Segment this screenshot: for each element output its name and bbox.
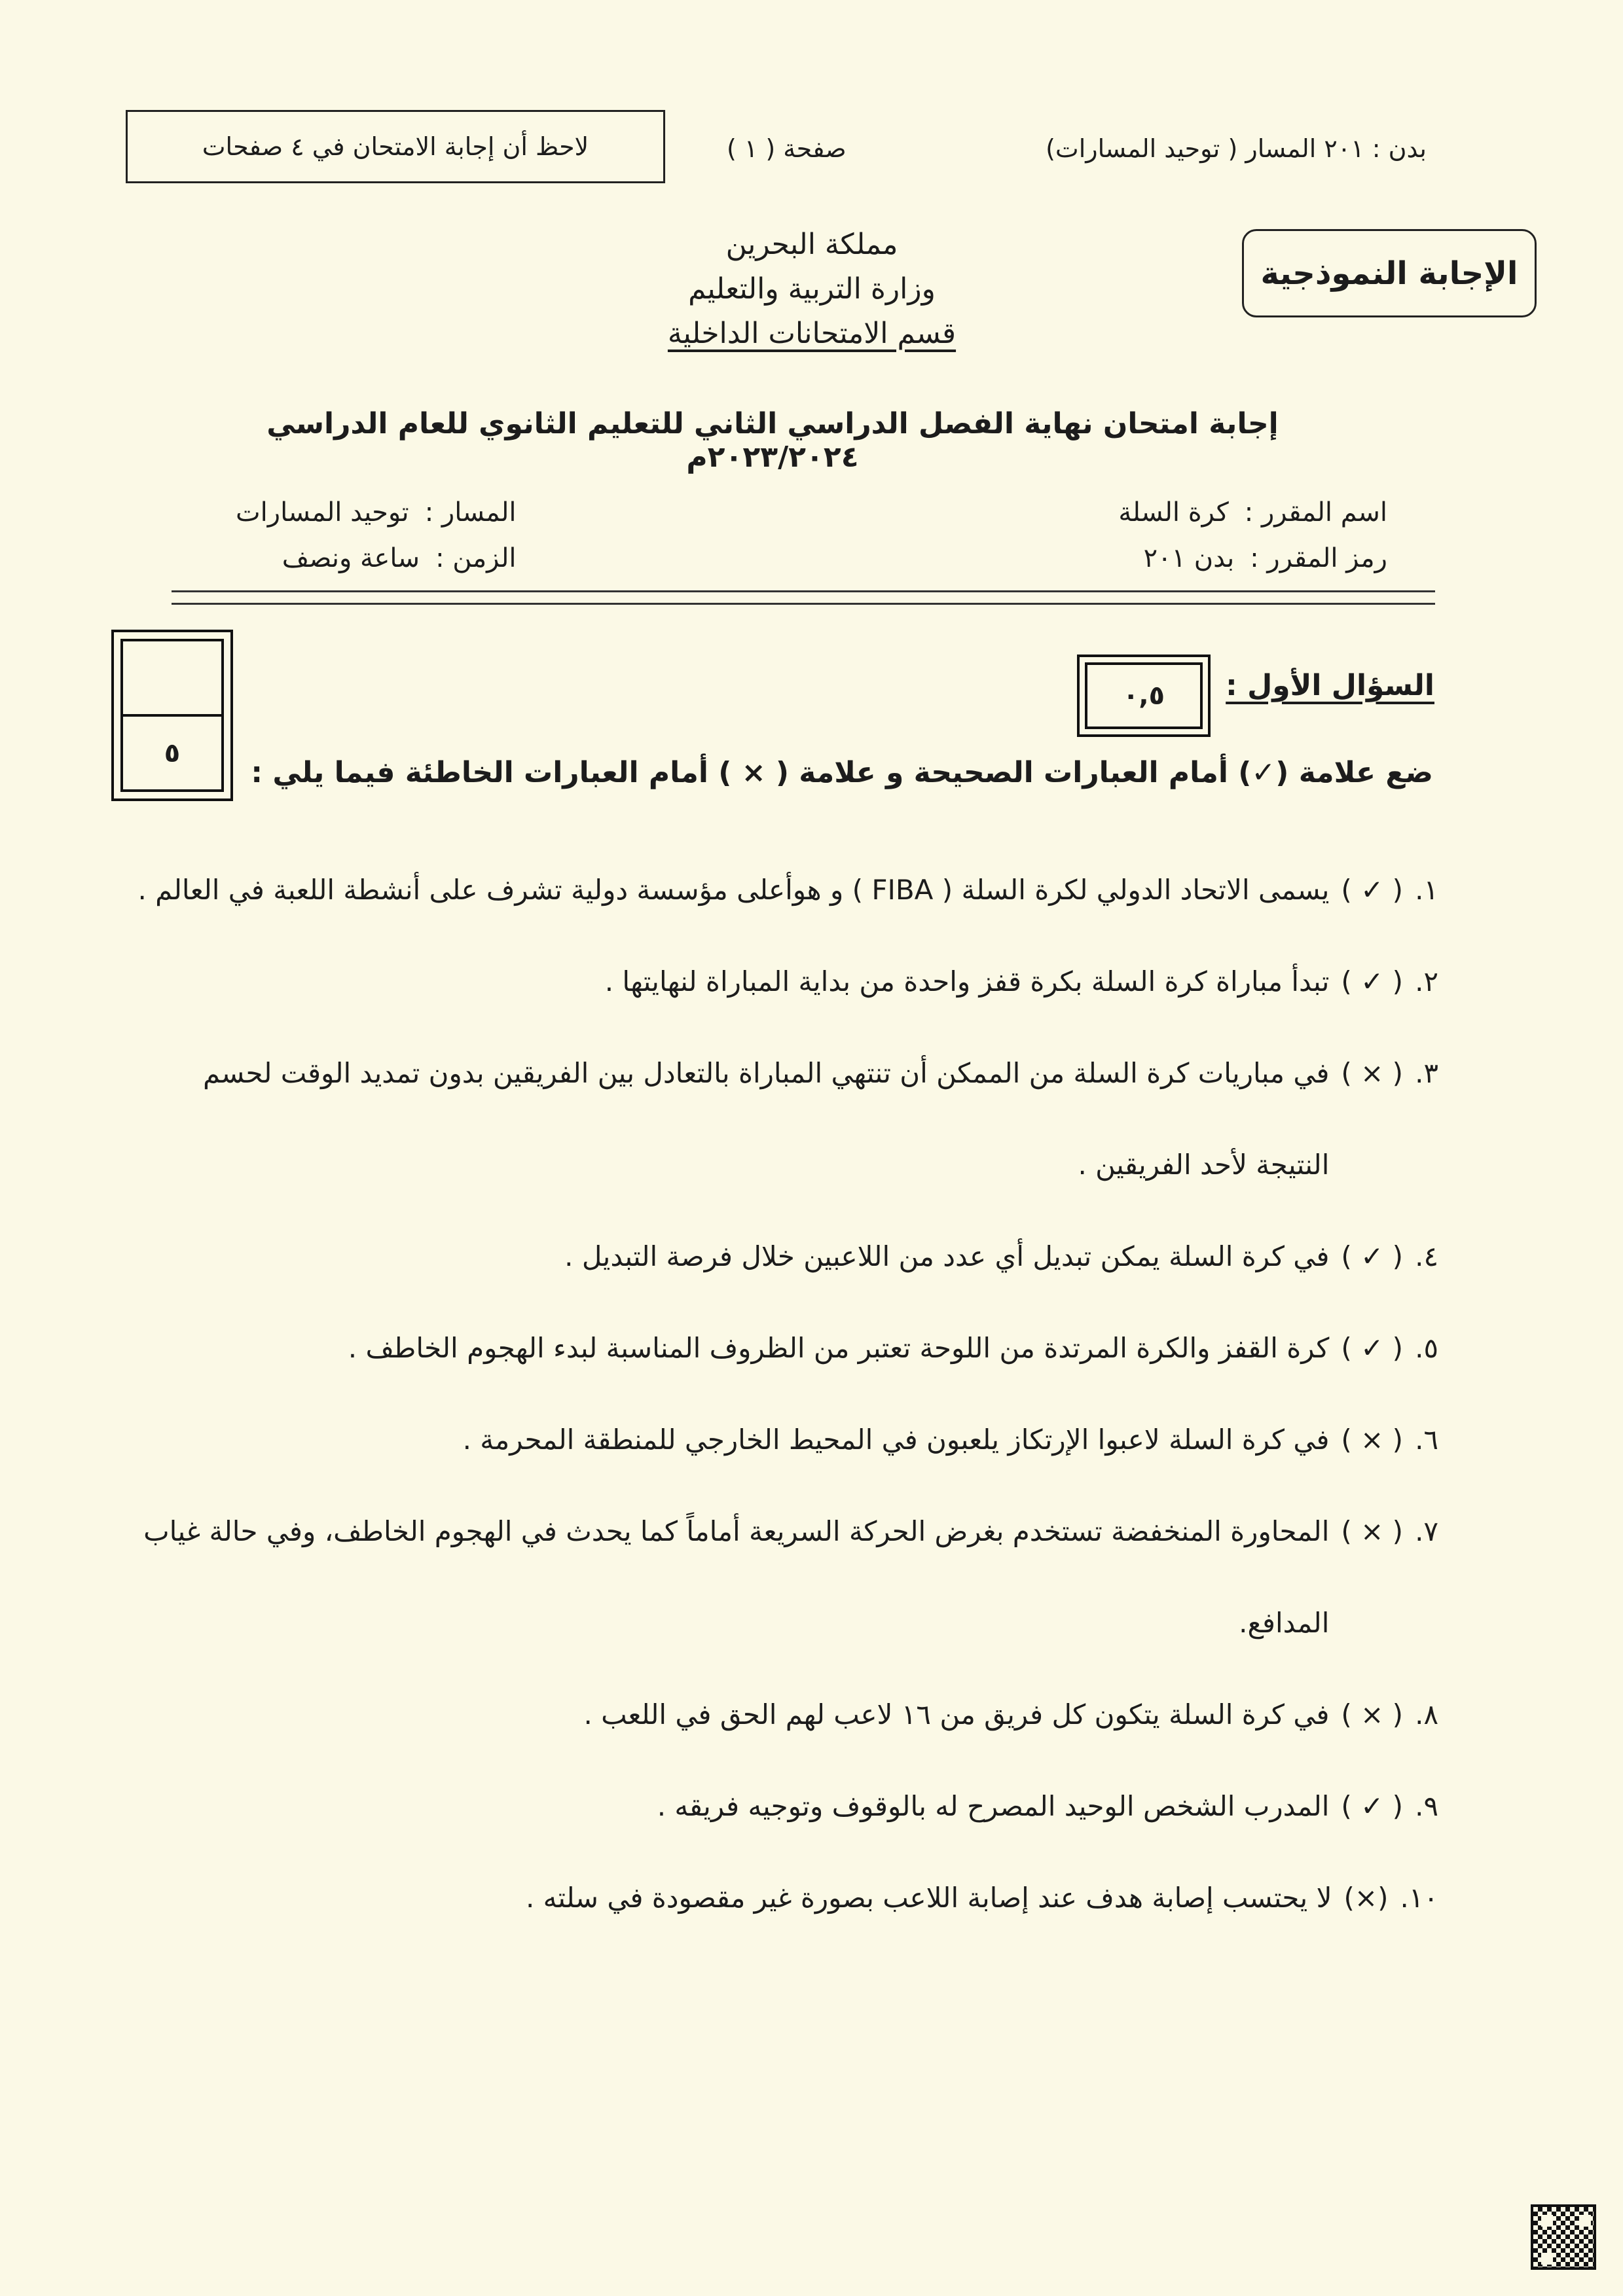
item-text: المحاورة المنخفضة تستخدم بغرض الحركة السريعة أماماً كما يحدث في الهجوم الخاطف، وفي حالة غياب المدافع. (143, 1515, 1330, 1639)
question-score-box (111, 630, 233, 801)
list-item (129, 1761, 1438, 1852)
item-number: ٥. (1415, 1332, 1438, 1364)
item-number: ٦. (1415, 1424, 1438, 1456)
item-text: في كرة السلة يمكن تبديل أي عدد من اللاعبين خلال فرصة التبديل . (564, 1240, 1330, 1272)
item-answer: ( × ) (1341, 1057, 1404, 1089)
list-item (129, 936, 1438, 1028)
course-name-label: اسم المقرر : (1244, 497, 1387, 528)
question-title: السؤال الأول : (1226, 669, 1434, 702)
item-answer: ( ✓ ) (1341, 1790, 1404, 1822)
list-item (129, 1028, 1438, 1211)
course-name-row (1118, 490, 1387, 535)
item-number: ٤. (1415, 1240, 1438, 1272)
model-answer-label: الإجابة النموذجية (1260, 255, 1518, 292)
item-text: المدرب الشخص الوحيد المصرح له بالوقوف وتوجيه فريقه . (657, 1790, 1330, 1822)
item-text: في كرة السلة يتكون كل فريق من ١٦ لاعب لهم الحق في اللعب . (583, 1698, 1330, 1731)
course-reference: بدن : ٢٠١ المسار ( توحيد المسارات) (1046, 134, 1427, 163)
list-item (129, 1486, 1438, 1669)
ministry-name: وزارة التربية والتعليم (688, 272, 936, 306)
item-number: ٢. (1415, 965, 1438, 997)
item-text: تبدأ مباراة كرة السلة بكرة قفز واحدة من بداية المباراة لنهايتها . (604, 965, 1330, 997)
item-mark-box (1077, 655, 1211, 737)
item-answer: (×) (1343, 1882, 1389, 1914)
time-label: الزمن : (435, 543, 517, 573)
track-row (236, 490, 517, 535)
list-item (129, 1302, 1438, 1394)
track-value: توحيد المسارات (236, 497, 409, 528)
course-name-value: كرة السلة (1118, 497, 1229, 528)
item-answer: ( × ) (1341, 1698, 1404, 1731)
time-value: ساعة ونصف (282, 543, 420, 573)
question-instruction: ضع علامة (✓) أمام العبارات الصحيحة و علامة ( × ) أمام العبارات الخاطئة فيما يلي : (251, 756, 1433, 789)
item-number: ٧. (1415, 1515, 1438, 1547)
item-answer: ( ✓ ) (1341, 874, 1404, 906)
track-label: المسار : (424, 497, 517, 528)
list-item (129, 1211, 1438, 1302)
page-count-note (126, 110, 665, 183)
item-answer: ( × ) (1341, 1424, 1404, 1456)
item-answer: ( × ) (1341, 1515, 1404, 1547)
page-number: صفحة ( ١ ) (727, 134, 847, 163)
list-item (129, 1669, 1438, 1761)
kingdom-name: مملكة البحرين (725, 228, 898, 261)
item-number: ٨. (1415, 1698, 1438, 1731)
item-answer: ( ✓ ) (1341, 965, 1404, 997)
score-total-cell: ٥ (123, 714, 221, 789)
score-earned-cell (123, 641, 221, 714)
item-answer: ( ✓ ) (1341, 1332, 1404, 1364)
course-code-label: رمز المقرر : (1250, 543, 1387, 573)
item-text: لا يحتسب إصابة هدف عند إصابة اللاعب بصورة غير مقصودة في سلته . (525, 1882, 1332, 1914)
item-mark-value: ٠,٥ (1085, 662, 1203, 729)
item-text: في مباريات كرة السلة من الممكن أن تنتهي المباراة بالتعادل بين الفريقين بدون تمديد الوقت لحسم النتيجة لأحد الفريقين . (203, 1057, 1330, 1181)
list-item (129, 844, 1438, 936)
time-row (236, 535, 517, 581)
item-number: ٩. (1415, 1790, 1438, 1822)
item-answer: ( ✓ ) (1341, 1240, 1404, 1272)
question-score-inner (120, 639, 224, 792)
item-text: في كرة السلة لاعبوا الإرتكاز يلعبون في المحيط الخارجي للمنطقة المحرمة . (462, 1424, 1330, 1456)
item-number: ١٠. (1400, 1882, 1438, 1914)
list-item (129, 1852, 1438, 1944)
course-info (1118, 490, 1387, 581)
page-count-note-text: لاحظ أن إجابة الامتحان في ٤ صفحات (202, 132, 589, 161)
course-code-value: بدن ٢٠١ (1143, 543, 1235, 573)
item-number: ٣. (1415, 1057, 1438, 1089)
item-number: ١. (1415, 874, 1438, 906)
exam-title: إجابة امتحان نهاية الفصل الدراسي الثاني للتعليم الثانوي للعام الدراسي ٢٠٢٣/٢٠٢٤م (266, 407, 1279, 474)
qr-code-icon (1531, 2204, 1596, 2270)
double-rule-divider (172, 590, 1435, 605)
item-text: كرة القفز والكرة المرتدة من اللوحة تعتبر من الظروف المناسبة لبدء الهجوم الخاطف . (348, 1332, 1330, 1364)
department-name: قسم الامتحانات الداخلية (667, 317, 957, 350)
list-item (129, 1394, 1438, 1486)
model-answer-badge (1242, 229, 1537, 317)
track-info (236, 490, 517, 581)
ministry-heading (655, 223, 969, 356)
statement-list (129, 844, 1438, 1944)
course-code-row (1118, 535, 1387, 581)
item-text: يسمى الاتحاد الدولي لكرة السلة ( FIBA ) و هوأعلى مؤسسة دولية تشرف على أنشطة اللعبة في العالم . (137, 874, 1330, 906)
